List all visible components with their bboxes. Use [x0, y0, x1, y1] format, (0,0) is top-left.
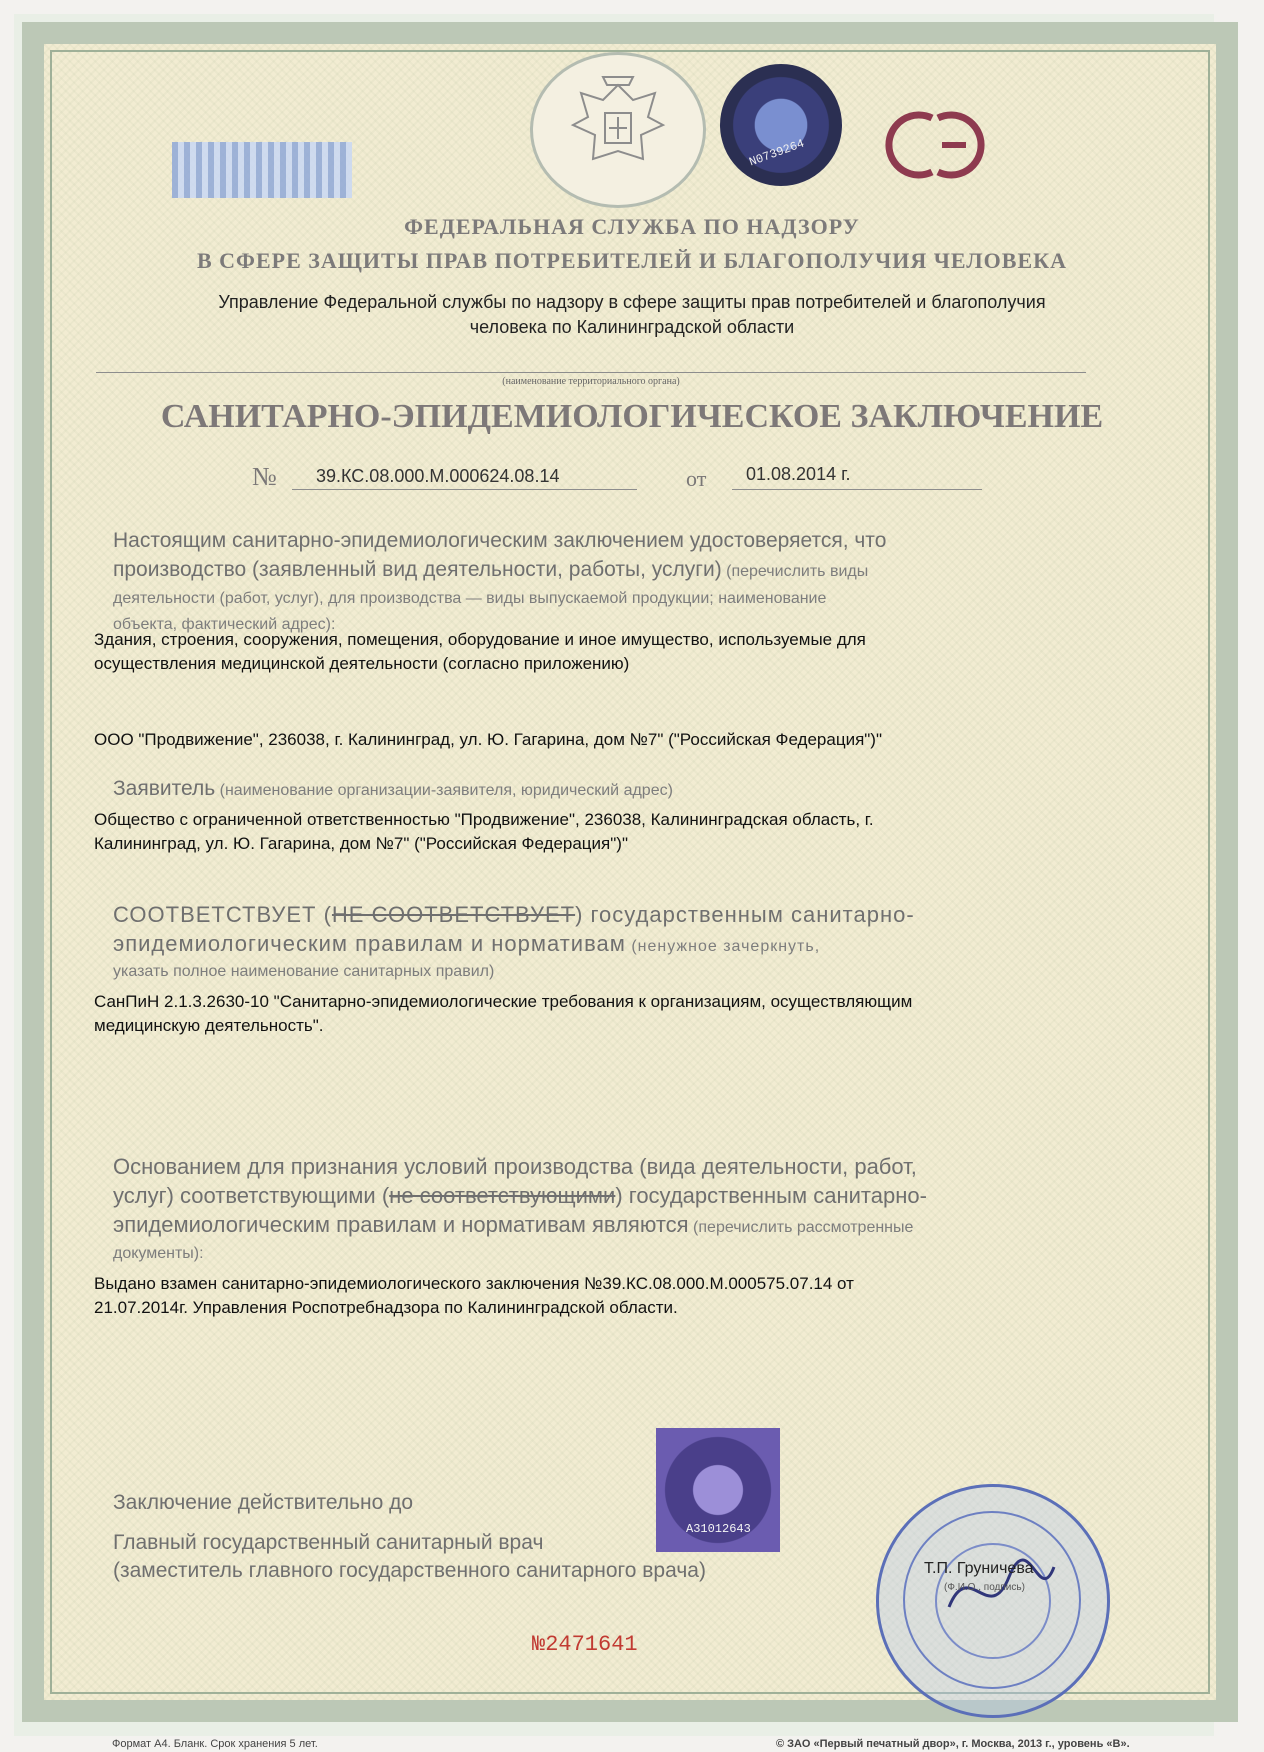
certificate-number: 39.КС.08.000.М.000624.08.14 — [316, 466, 560, 486]
conformity-rest: ) государственным санитарно- — [575, 902, 915, 927]
conformity-line2 — [113, 929, 1113, 961]
chief-doctor-line1: Главный государственный санитарный врач — [113, 1531, 544, 1554]
territorial-body-line1: Управление Федеральной службы по надзору в сфере защиты прав потребителей и благополучия — [218, 292, 1046, 312]
territorial-body-hint: (наименование территориального органа) — [502, 376, 680, 387]
activity-label-main: производство (заявленный вид деятельности, работы, услуги) — [113, 558, 722, 581]
applicant-value-line2: Калининград, ул. Ю. Гагарина, дом №7" ("Российская Федерация")" — [94, 834, 628, 853]
issue-date: 01.08.2014 г. — [746, 464, 851, 484]
sanitary-rules-line1: СанПиН 2.1.3.2630-10 "Санитарно-эпидемиологические требования к организациям, осуществляющим — [94, 992, 913, 1011]
hologram-strip — [172, 142, 352, 198]
official-round-stamp-icon — [876, 1484, 1110, 1718]
activity-label-line1: Настоящим санитарно-эпидемиологическим заключением удостоверяется, что — [113, 529, 887, 552]
activity-value — [94, 628, 1114, 676]
footer-printer: © ЗАО «Первый печатный двор», г. Москва, 2013 г., уровень «В». — [776, 1738, 1130, 1750]
sanitary-rules-value — [94, 990, 1124, 1038]
applicant-label-row — [113, 774, 1113, 805]
guilloche-frame — [22, 22, 1238, 1722]
conformity-hint: (ненужное зачеркнуть, — [625, 938, 821, 955]
basis-hint: (перечислить рассмотренные — [688, 1219, 914, 1236]
basis-post: ) государственным санитарно- — [615, 1183, 927, 1208]
signer-name: Т.П. Груничева — [924, 1560, 1034, 1577]
conformity-struck: НЕ СООТВЕТСТВУЕТ — [331, 902, 576, 927]
conformity-word: СООТВЕТСТВУЕТ ( — [113, 902, 332, 927]
conformity-rules: эпидемиологическим правилам и нормативам — [113, 931, 626, 956]
validity-label: Заключение действительно до — [113, 1491, 414, 1514]
date-underline — [732, 489, 982, 490]
from-label: от — [686, 466, 707, 491]
divider — [96, 372, 1086, 373]
hologram-seal-icon — [720, 64, 842, 186]
section-basis — [113, 1152, 1113, 1266]
activity-value-line1: Здания, строения, сооружения, помещения, оборудование и иное имущество, используемые для — [94, 630, 866, 649]
number-sign: № — [252, 462, 277, 491]
activity-value-line2: осуществления медицинской деятельности (согласно приложению) — [94, 654, 630, 673]
agency-name-line2: В СФЕРЕ ЗАЩИТЫ ПРАВ ПОТРЕБИТЕЛЕЙ И БЛАГОПОЛУЧИЯ ЧЕЛОВЕКА — [197, 248, 1067, 273]
document-title: САНИТАРНО-ЭПИДЕМИОЛОГИЧЕСКОЕ ЗАКЛЮЧЕНИЕ — [160, 398, 1104, 435]
basis-pre: услуг) соответствующими ( — [113, 1183, 390, 1208]
basis-line1: Основанием для признания условий производства (вида деятельности, работ, — [113, 1154, 917, 1179]
conformity-line1 — [113, 900, 1113, 929]
signer-hint: (Ф.И.О., подпись) — [944, 1582, 1025, 1593]
conformity-line3: указать полное наименование санитарных правил) — [113, 963, 495, 980]
number-row — [252, 462, 1012, 492]
activity-label-line2 — [113, 555, 1113, 586]
activity-label-line3: деятельности (работ, услуг), для производства — виды выпускаемой продукции; наименование — [113, 590, 827, 607]
facility-address: ООО "Продвижение", 236038, г. Калининград, ул. Ю. Гагарина, дом №7" ("Российская Федерация")" — [94, 730, 883, 749]
basis-value-line2: 21.07.2014г. Управления Роспотребнадзора по Калининградской области. — [94, 1298, 678, 1317]
section-conformity — [113, 900, 1113, 983]
basis-line3 — [113, 1210, 1113, 1242]
applicant-label: Заявитель — [113, 777, 216, 800]
hologram-serial-bottom: A31012643 — [686, 1522, 751, 1536]
applicant-hint: (наименование организации-заявителя, юридический адрес) — [215, 782, 673, 799]
chief-doctor-line2: (заместитель главного государственного санитарного врача) — [113, 1559, 706, 1582]
basis-rules: эпидемиологическим правилам и нормативам являются — [113, 1212, 689, 1237]
hologram-serial-top: N0739264 — [747, 136, 807, 170]
section-activity — [113, 526, 1113, 638]
activity-label-line4: объекта, фактический адрес): — [113, 616, 336, 633]
territorial-body-line2: человека по Калининградской области — [469, 317, 795, 337]
footer-format: Формат А4. Бланк. Срок хранения 5 лет. — [112, 1738, 318, 1750]
number-underline — [292, 489, 637, 490]
applicant-value-line1: Общество с ограниченной ответственностью "Продвижение", 236038, Калининградская область, г. — [94, 810, 874, 829]
hologram-sticker-icon — [656, 1428, 780, 1552]
basis-value-line1: Выдано взамен санитарно-эпидемиологического заключения №39.КС.08.000.М.000575.07.14 от — [94, 1274, 854, 1293]
sanitary-rules-line2: медицинскую деятельность". — [94, 1016, 324, 1035]
basis-line2 — [113, 1181, 1113, 1210]
activity-label-hint: (перечислить виды — [721, 563, 869, 580]
agency-name-line1: ФЕДЕРАЛЬНАЯ СЛУЖБА ПО НАДЗОРУ — [404, 214, 860, 239]
blank-serial-number: №2471641 — [532, 1632, 638, 1657]
basis-struck: не соответствующими — [389, 1183, 616, 1208]
applicant-value — [94, 808, 1124, 856]
se-logo-icon — [880, 100, 990, 190]
eagle-emblem-icon — [530, 52, 706, 208]
basis-line4: документы): — [113, 1245, 204, 1262]
basis-value — [94, 1272, 1124, 1320]
